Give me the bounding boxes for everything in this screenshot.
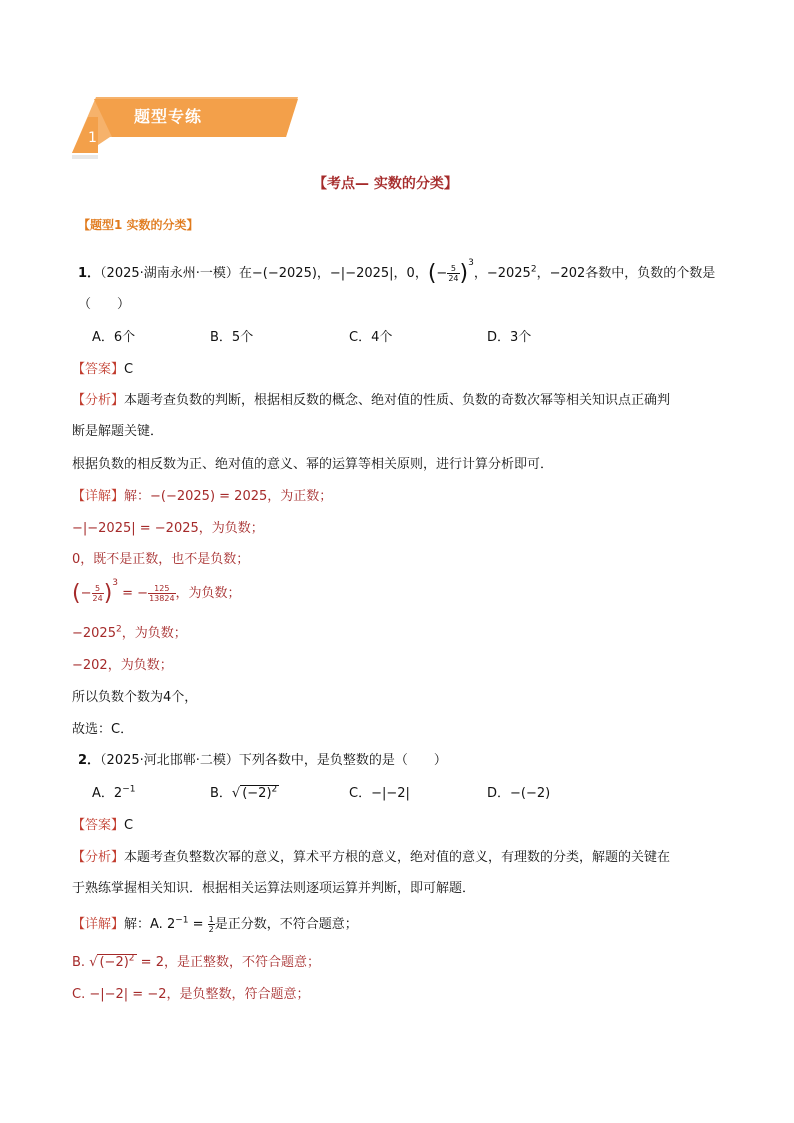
q1-detail-line-7: 所以负数个数为4个， <box>72 690 198 705</box>
banner-title: 题型专练 <box>134 107 203 126</box>
q1-option-c: C．4个 <box>349 330 393 345</box>
q1-detail-line-6: −202，为负数； <box>72 658 173 673</box>
q1-option-a: A．6个 <box>92 330 136 345</box>
topic-label: 【题型1 实数的分类】 <box>78 218 199 232</box>
question-1-blank: （ ） <box>78 297 131 312</box>
q2-option-a: A．$2^{-1}$ <box>92 784 136 801</box>
q1-option-b: B．5个 <box>210 330 254 345</box>
section-title: 【考点— 实数的分类】 <box>313 176 458 192</box>
q1-detail-line-4: (− $\frac{5}{24}$ )$^3$ = − $\frac{125}{13824}$ ，为负数； <box>72 578 241 606</box>
q1-detail-line-3: 0，既不是正数，也不是负数； <box>72 552 250 567</box>
q2-option-b: B．√ $(-2)^2$ <box>210 784 278 801</box>
q2-detail-line-b: B. √ $(-2)^2 = 2$，是正整数，不符合题意； <box>72 953 320 970</box>
q2-analysis-line-1: 【分析】本题考查负整数次幂的意义，算术平方根的意义，绝对值的意义，有理数的分类，解题的关键在 <box>72 850 671 865</box>
q1-option-d: D．3个 <box>487 330 532 345</box>
banner-number: 1 <box>88 130 97 146</box>
q1-detail-line-8: 故选：C． <box>72 722 134 737</box>
q1-detail-line-2: −|−2025| = −2025，为负数； <box>72 521 264 536</box>
q1-analysis-line-2: 断是解题关键． <box>72 424 164 439</box>
q1-analysis-line-3: 根据负数的相反数为正、绝对值的意义、幂的运算等相关原则，进行计算分析即可． <box>72 457 554 472</box>
q1-detail-line-1: 【详解】解：−(−2025) = 2025，为正数； <box>72 489 333 504</box>
question-1-stem: 1．（2025·湖南永州·一模）在−(−2025)，−|−2025|，0，(− $\frac{5}{24}$ )$^3$，$-2025^2$，−202各数中，负数的个数是 <box>78 258 716 286</box>
q2-detail-line-c: C. −|−2| = −2，是负整数，符合题意； <box>72 987 310 1002</box>
q2-answer: 【答案】C <box>72 818 134 833</box>
q2-option-c: C．−|−2| <box>349 786 410 801</box>
q1-analysis-line-1: 【分析】本题考查负数的判断，根据相反数的概念、绝对值的性质、负数的奇数次幂等相关知识点正确判 <box>72 393 671 408</box>
q2-analysis-line-2: 于熟练掌握相关知识．根据相关运算法则逐项运算并判断，即可解题． <box>72 881 476 896</box>
question-2-stem: 2．（2025·河北邯郸·二模）下列各数中，是负整数的是（ ） <box>78 753 447 768</box>
q2-detail-line-a: 【详解】解：A. $2^{-1}$ = $\frac{1}{2}$ 是正分数，不符合题意； <box>72 915 358 934</box>
q2-option-d: D．−(−2) <box>487 786 551 801</box>
q1-answer: 【答案】C <box>72 362 134 377</box>
q1-detail-line-5: $-2025^2$，为负数； <box>72 624 187 641</box>
